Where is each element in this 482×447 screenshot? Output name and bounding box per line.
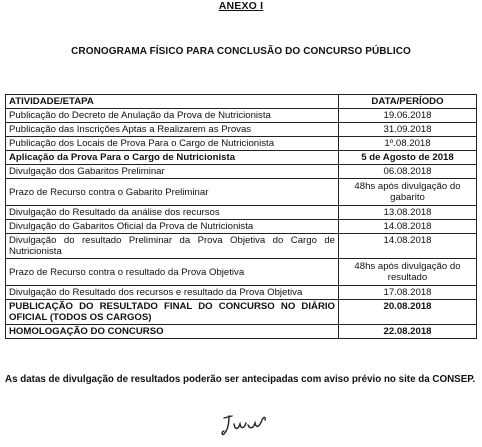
activity-cell: Divulgação do Resultado da análise dos recursos bbox=[6, 206, 339, 220]
table-row bbox=[6, 151, 477, 165]
activity-cell: Divulgação do Gabaritos Oficial da Prova de Nutricionista bbox=[6, 220, 339, 234]
activity-cell: HOMOLOGAÇÃO DO CONCURSO bbox=[6, 325, 339, 339]
table-row bbox=[6, 165, 477, 179]
date-cell: 14.08.2018 bbox=[339, 234, 477, 259]
table-row bbox=[6, 234, 477, 259]
activity-cell: Prazo de Recurso contra o Gabarito Preliminar bbox=[6, 179, 339, 206]
activity-cell: Divulgação dos Gabaritos Preliminar bbox=[6, 165, 339, 179]
table-row bbox=[6, 109, 477, 123]
signature-icon bbox=[220, 410, 270, 440]
date-cell: 48hs após divulgação do gabarito bbox=[339, 179, 477, 206]
activity-cell: Divulgação do resultado Preliminar da Prova Objetiva do Cargo de Nutricionista bbox=[6, 234, 339, 259]
header-date: DATA/PERÍODO bbox=[339, 95, 477, 109]
annex-title: ANEXO I bbox=[218, 0, 264, 12]
activity-cell: Publicação das Inscrições Aptas a Realizarem as Provas bbox=[6, 123, 339, 137]
table-row bbox=[6, 179, 477, 206]
table-row bbox=[6, 300, 477, 325]
activity-cell: Prazo de Recurso contra o resultado da Prova Objetiva bbox=[6, 259, 339, 286]
table-row bbox=[6, 325, 477, 339]
activity-cell: Divulgação do Resultado dos recursos e resultado da Prova Objetiva bbox=[6, 286, 339, 300]
schedule-table bbox=[5, 94, 477, 339]
activity-cell: Publicação dos Locais de Prova Para o Cargo de Nutricionista bbox=[6, 137, 339, 151]
date-cell: 14.08.2018 bbox=[339, 220, 477, 234]
table-row bbox=[6, 123, 477, 137]
date-cell: 17.08.2018 bbox=[339, 286, 477, 300]
table-row bbox=[6, 259, 477, 286]
activity-cell: Publicação do Decreto de Anulação da Prova de Nutricionista bbox=[6, 109, 339, 123]
document-title: CRONOGRAMA FÍSICO PARA CONCLUSÃO DO CONCURSO PÚBLICO bbox=[71, 46, 411, 57]
header-activity: ATIVIDADE/ETAPA bbox=[6, 95, 339, 109]
date-cell: 31.09.2018 bbox=[339, 123, 477, 137]
table-header-row bbox=[6, 95, 477, 109]
date-cell: 48hs após divulgação do resultado bbox=[339, 259, 477, 286]
date-cell: 06.08.2018 bbox=[339, 165, 477, 179]
date-cell: 1º.08.2018 bbox=[339, 137, 477, 151]
table-row bbox=[6, 286, 477, 300]
date-cell: 13.08.2018 bbox=[339, 206, 477, 220]
date-cell: 5 de Agosto de 2018 bbox=[339, 151, 477, 165]
activity-cell: Aplicação da Prova Para o Cargo de Nutricionista bbox=[6, 151, 339, 165]
footnote: As datas de divulgação de resultados poderão ser antecipadas com aviso prévio no site da CONSEP. bbox=[5, 374, 476, 385]
date-cell: 22.08.2018 bbox=[339, 325, 477, 339]
table-row bbox=[6, 220, 477, 234]
activity-cell: PUBLICAÇÃO DO RESULTADO FINAL DO CONCURSO NO DIÁRIO OFICIAL (TODOS OS CARGOS) bbox=[6, 300, 339, 325]
date-cell: 19.06.2018 bbox=[339, 109, 477, 123]
table-row bbox=[6, 206, 477, 220]
date-cell: 20.08.2018 bbox=[339, 300, 477, 325]
table-row bbox=[6, 137, 477, 151]
